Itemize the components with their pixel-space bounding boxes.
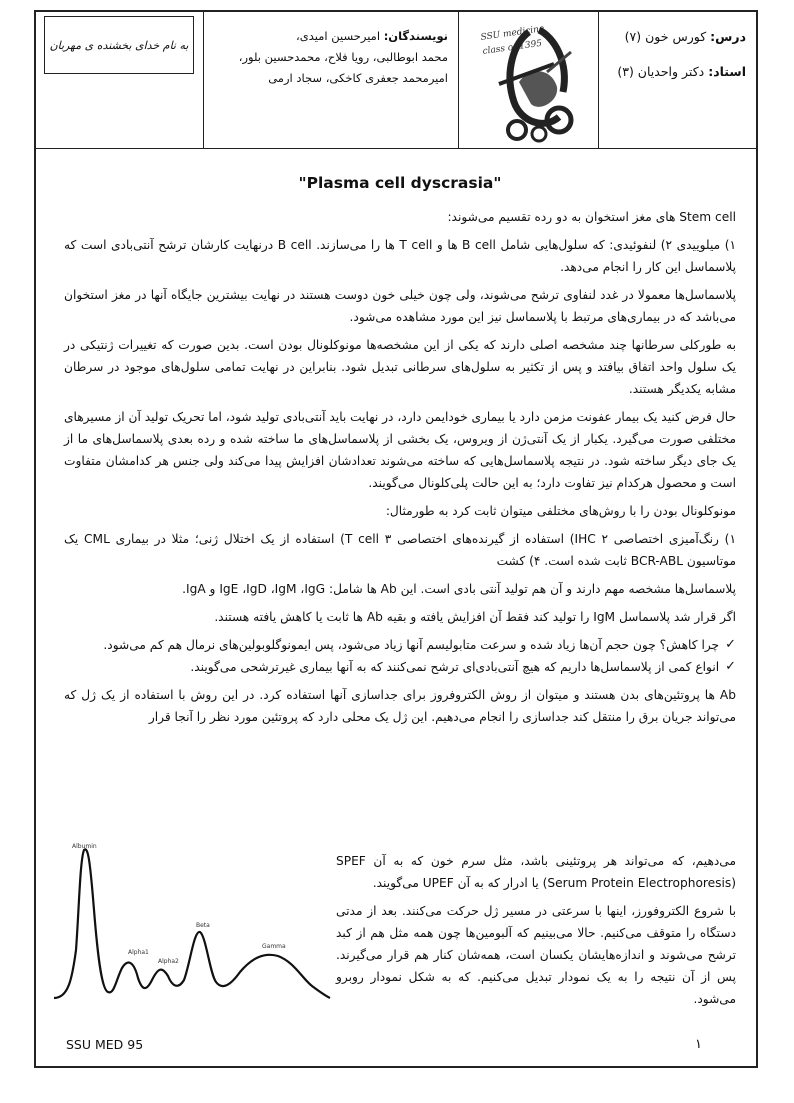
logo xyxy=(458,12,598,148)
check-item-1 xyxy=(64,634,736,656)
paragraph-10: Ab ها پروتئین‌های بدن هستند و میتوان از روش الکتروفروز برای جداسازی آنها استفاده کرد. در این روش با استفاده از یک ژل که می‌تواند جریان برق را منتقل کند جداسازی را انجام می‌دهیم. این ژل یک محلی دارد که پروتئین مورد نظر را آنجا قرار xyxy=(64,688,736,724)
bism-cell xyxy=(36,12,204,148)
gel-text xyxy=(336,850,736,1016)
paragraph-1: Stem cell های مغز استخوان به دو رده تقسیم می‌شوند: xyxy=(447,210,736,224)
teacher-label: استاد: xyxy=(708,64,746,79)
label-gamma: Gamma xyxy=(262,943,286,950)
bism-text: به نام خدای بخشنده ی مهربان xyxy=(49,38,189,52)
paragraph-6: مونوکلونال بودن را با روش‌های مختلفی میتوان ثابت کرد به طورمثال: xyxy=(385,504,736,518)
bism-box xyxy=(44,16,194,74)
check-text-2: انواع کمی از پلاسماسل‌ها داریم که هیچ آنتی‌بادی‌ای ترشح نمی‌کنند که به آنها بیماری غیرترشحی می‌گویند. xyxy=(190,660,720,674)
page-frame xyxy=(34,10,758,1068)
paragraph-3: پلاسماسل‌ها معمولا در غدد لنفاوی ترشح می‌شوند، ولی چون خیلی خون دوست هستند در نهایت بیشترین جایگاه آنها در مغز استخوان می‌باشد که در بیماری‌های مرتبط با پلاسماسل نیز این مورد مشاهده می‌شود. xyxy=(64,288,736,324)
label-alpha2: Alpha2 xyxy=(158,958,179,965)
paragraph-9: اگر قرار شد پلاسماسل IgM را تولید کند فقط آن افزایش یافته و بقیه Ab ها ثابت یا کاهش یافته هستند. xyxy=(214,610,736,624)
footer-label: SSU MED 95 xyxy=(66,1037,144,1052)
authors-line-3: امیرمحمد جعفری کاخکی، سجاد ارمی xyxy=(268,71,448,85)
authors-line-2: محمد ابوطالبی، رویا فلاح، محمدحسین بلور، xyxy=(238,50,448,64)
paragraph-12: با شروع الکتروفورز، اینها با سرعتی در مسیر ژل حرکت می‌کنند. بعد از مدتی دستگاه را متوقف می‌کنیم. حالا می‌بینیم که آلبومین‌ها چون همه مثل هم از کبد ترشح می‌شوند و اندازه‌هایشان یکسان است، همه‌شان کنار هم قرار می‌گیرند. پس از آن نتیجه را به یک نمودار تبدیل می‌کنیم. که به شکل نمودار روبرو می‌شود. xyxy=(336,904,736,1006)
authors-label: نویسندگان: xyxy=(383,29,448,43)
stethoscope-logo-icon xyxy=(459,12,599,148)
electrophoresis-curve xyxy=(50,840,332,1018)
check-text-1: چرا کاهش؟ چون حجم آن‌ها زیاد شده و سرعت متابولیسم آنها زیاد می‌شود، پس ایمونوگلوبولین‌های نرمال هم کم می‌شود. xyxy=(103,638,720,652)
label-alpha1: Alpha1 xyxy=(128,949,149,956)
authors-line-1 xyxy=(212,26,448,47)
label-beta: Beta xyxy=(196,922,210,929)
authors-text-1: امیرحسین امیدی، xyxy=(296,29,381,43)
checkmark-icon: ✓ xyxy=(725,659,736,674)
paragraph-4: به طورکلی سرطانها چند مشخصه اصلی دارند که یکی از این مشخصه‌ها مونوکلونال بودن است. بدین صورت که تغییرات ژنتیکی در یک سلول واحد اتفاق بیافتد و پس از تکثیر به سلول‌های سرطانی تبدیل شود. بنابراین در نهایت تمامی سلول‌های موجود در سرطان مشابه یکدیگر هستند. xyxy=(64,338,736,396)
checkmark-icon: ✓ xyxy=(725,637,736,652)
paragraph-2: ۱) میلوییدی ۲) لنفوئیدی: که سلول‌هایی شامل B cell ها و T cell ها را می‌سازند. B cell درنهایت کارشان ترشح آنتی‌بادی است که پلاسماسل این کار را انجام می‌دهد. xyxy=(64,238,737,274)
paragraph-7: ۱) رنگ‌آمیزی اختصاصی IHC ۲) استفاده از گیرنده‌های اختصاصی T cell ۳) استفاده از یک اختلال ژنی؛ مثلا در بیماری CML یک موتاسیون BCR-ABL ثابت شده است. ۴) کشت xyxy=(64,532,736,568)
course-value: کورس خون (۷) xyxy=(624,29,707,44)
logo-text-1: SSU medicine xyxy=(480,24,545,43)
paragraph-11: می‌دهیم، که می‌تواند هر پروتئینی باشد، مثل سرم خون که به آن SPEF (Serum Protein Electrophoresis) یا ادرار که به آن UPEF می‌گویند. xyxy=(336,854,736,890)
check-item-2 xyxy=(64,656,736,678)
paragraph-8: پلاسماسل‌ها مشخصه مهم دارند و آن هم تولید آنتی بادی است. این Ab ها شامل: IgE ،IgD ،IgM ،IgG و IgA. xyxy=(182,582,736,596)
course-line xyxy=(605,26,746,47)
page-number: ۱ xyxy=(695,1037,702,1052)
logo-text-2: class of 1395 xyxy=(482,38,543,57)
teacher-line xyxy=(605,61,746,82)
page-title: "Plasma cell dyscrasia" xyxy=(298,174,502,192)
teacher-value: دکتر واحدیان (۳) xyxy=(617,64,705,79)
content xyxy=(64,172,736,734)
authors xyxy=(204,12,458,148)
course-label: درس: xyxy=(710,29,746,44)
course-info xyxy=(598,12,756,148)
label-albumin: Albumin xyxy=(72,843,97,850)
header xyxy=(36,12,756,149)
paragraph-5: حال فرض کنید یک بیمار عفونت مزمن دارد یا بیماری خودایمن دارد، در نهایت باید آنتی‌بادی تولید شود، اما تحریک تولید آن از مسیرهای مختلفی صورت می‌گیرد. یکبار از یک آنتی‌ژن از ویروس، یک بخشی از پلاسماسل‌های ما ساخته شده و رده بعدی پلاسماسل‌های ما از یک جای دیگر ساخته شود. در نتیجه پلاسماسل‌هایی که ساخته می‌شوند تعدادشان افزایش پیدا می‌کند ولی جنس هر کدامشان متفاوت است و محصول هرکدام نیز تفاوت دارد؛ به این حالت پلی‌کلونال می‌گویند. xyxy=(64,410,736,490)
